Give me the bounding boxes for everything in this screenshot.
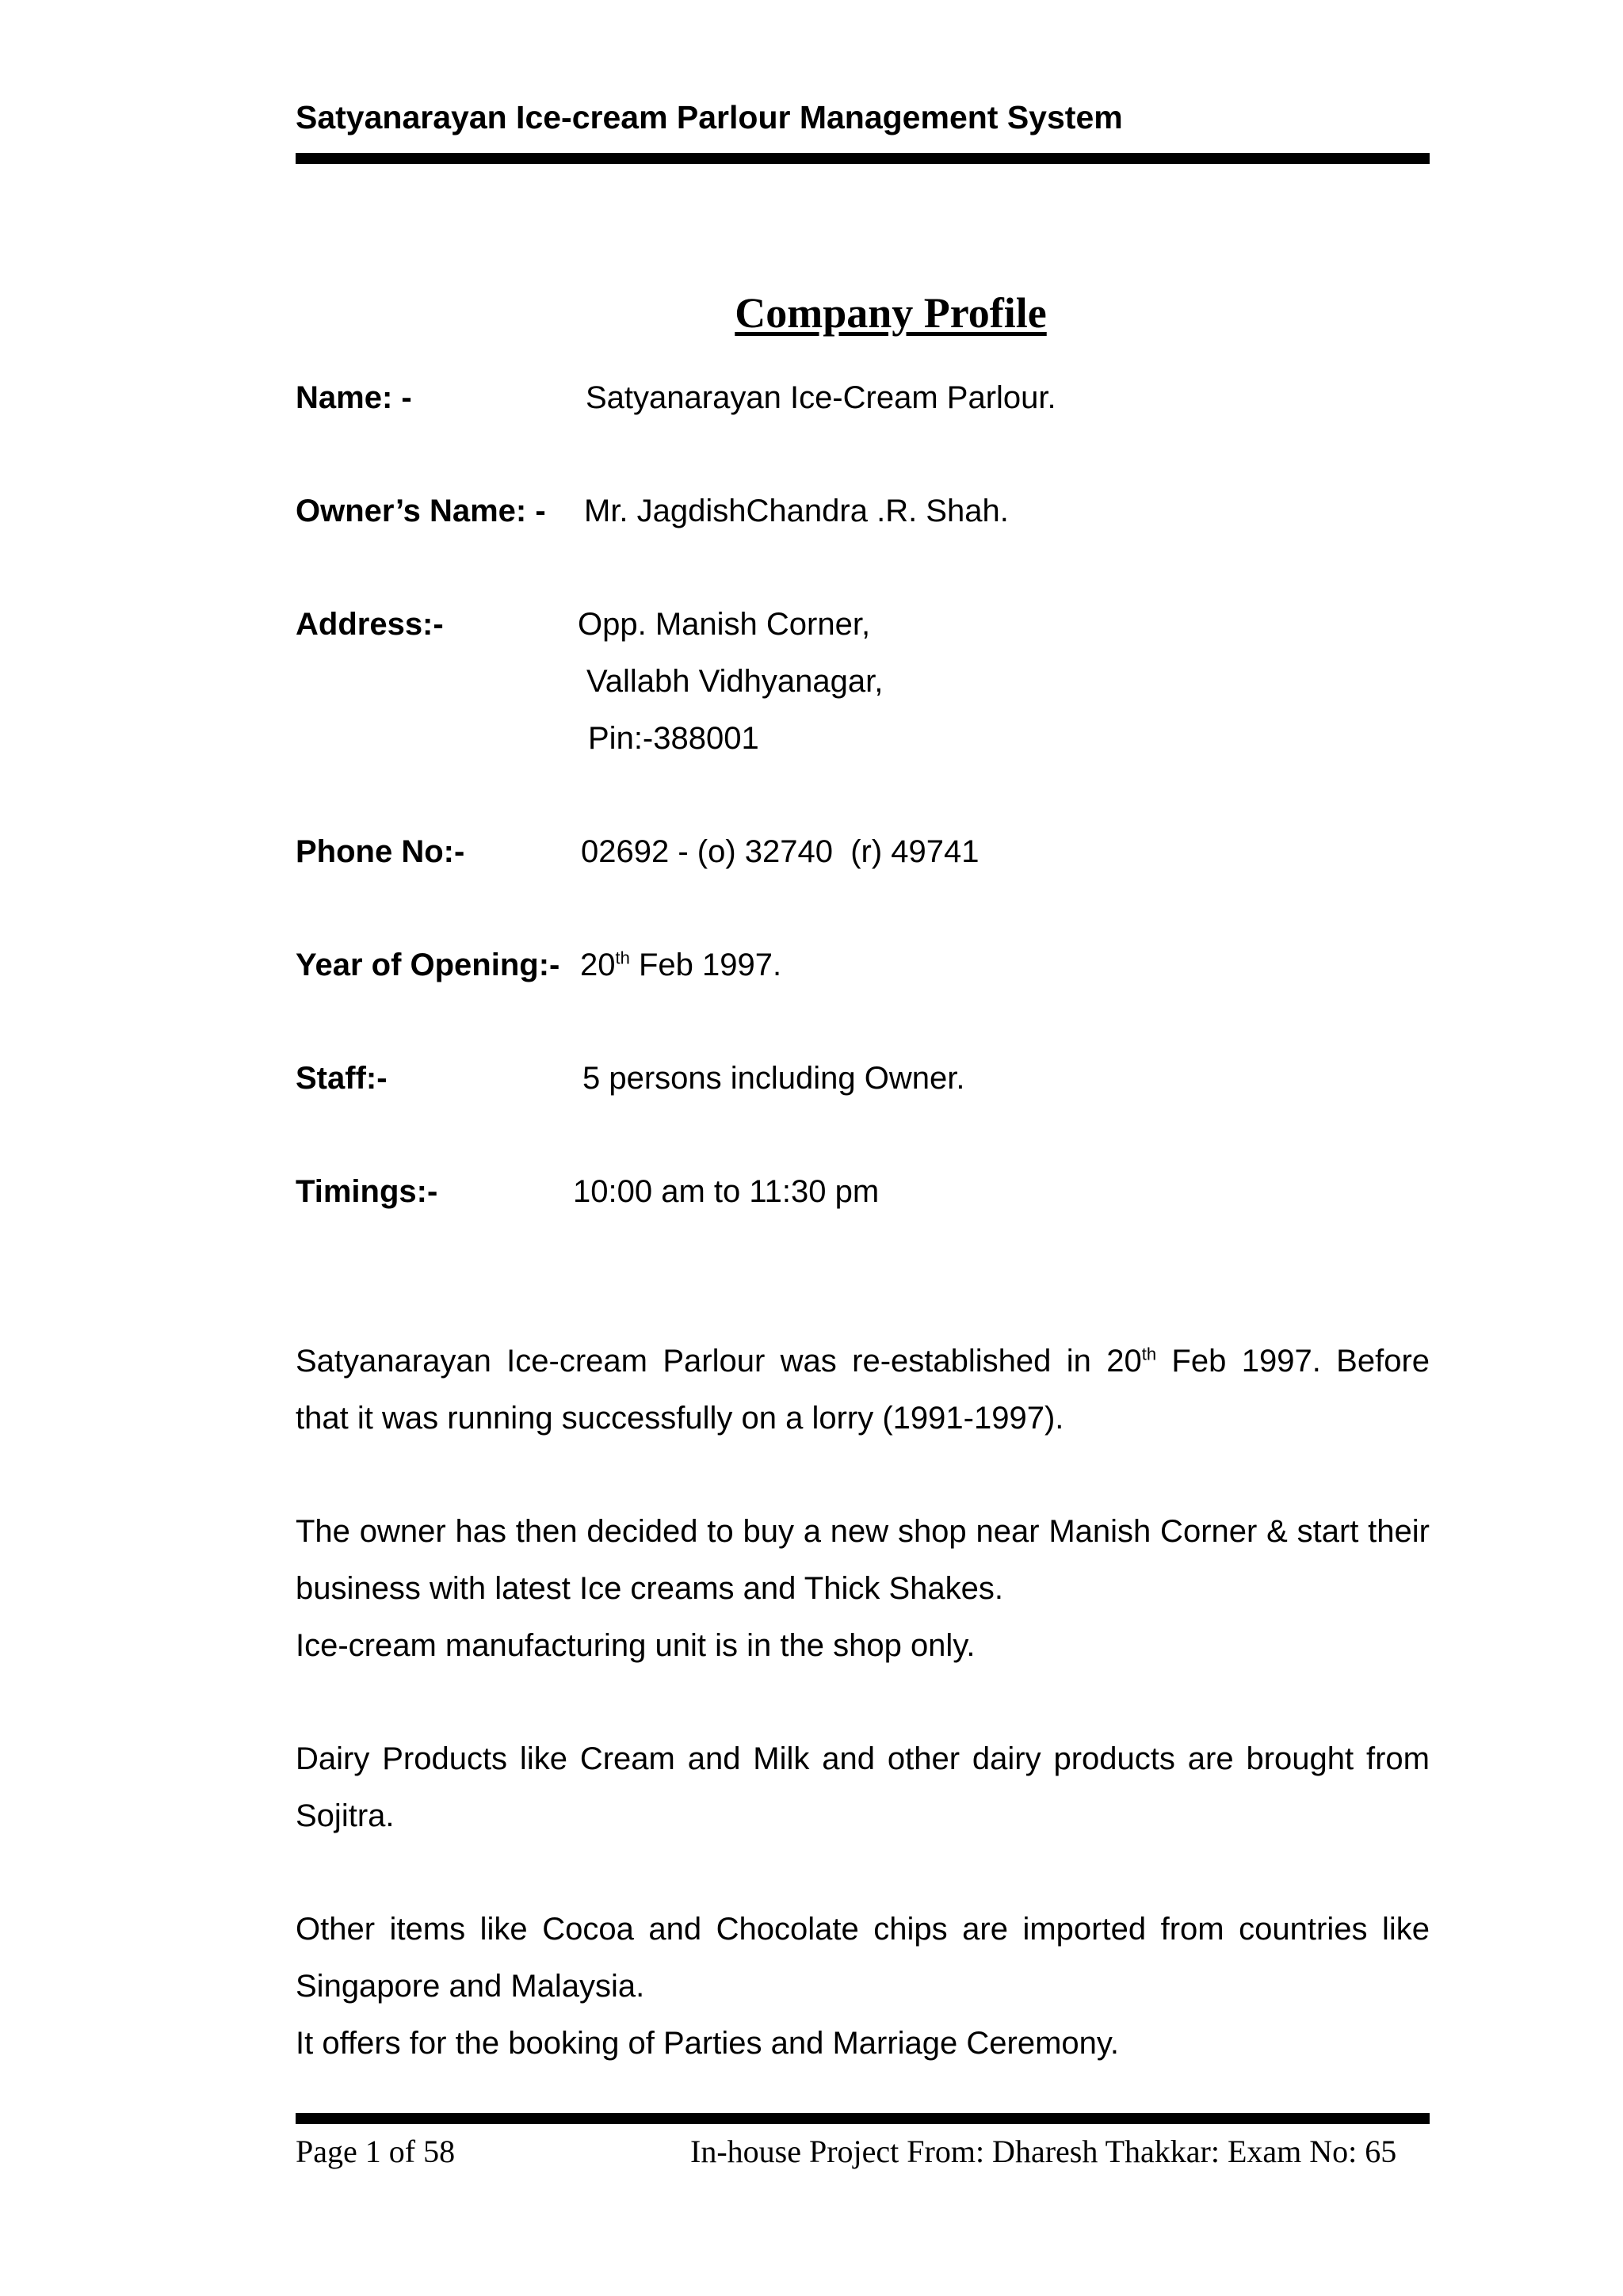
field-owner-value: Mr. JagdishChandra .R. Shah.: [584, 494, 1009, 528]
field-name-value: Satyanarayan Ice-Cream Parlour.: [586, 380, 1056, 415]
paragraph-history: [296, 1333, 1430, 1447]
page-number: Page 1 of 58: [296, 2134, 456, 2169]
field-phone-value: 02692 - (o) 32740 (r) 49741: [581, 834, 980, 869]
header-rule: [296, 153, 1430, 164]
field-timings-value: 10:00 am to 11:30 pm: [573, 1174, 880, 1209]
paragraph-imports: [296, 1901, 1430, 2015]
page-title: Company Profile: [735, 289, 1047, 337]
paragraph-shop-line2: Ice-cream manufacturing unit is in the shop only.: [296, 1628, 976, 1663]
field-address-line3: Pin:-388001: [588, 721, 759, 756]
field-staff-value: 5 persons including Owner.: [582, 1061, 965, 1096]
paragraph-dairy-text: Dairy Products like Cream and Milk and other dairy products are brought from Sojitra.: [296, 1741, 1430, 1833]
opening-day: 20: [580, 948, 616, 982]
field-phone-label: Phone No:-: [296, 834, 465, 869]
field-name-label: Name: -: [296, 380, 412, 415]
footer-project-info: In-house Project From: Dharesh Thakkar: Exam No: 65: [690, 2134, 1397, 2169]
paragraph-history-b: Feb 1997. Before that it was running successfully on a lorry (1991-1997).: [296, 1344, 1430, 1436]
paragraph-history-sup: th: [1141, 1344, 1157, 1364]
field-address-line2: Vallabh Vidhyanagar,: [586, 664, 884, 699]
paragraph-imports-line2: It offers for the booking of Parties and Marriage Ceremony.: [296, 2026, 1120, 2061]
paragraph-shop: [296, 1503, 1430, 1617]
field-opening-value: [580, 943, 781, 987]
paragraph-dairy: [296, 1730, 1430, 1844]
field-timings-label: Timings:-: [296, 1174, 438, 1209]
paragraph-imports-line1: Other items like Cocoa and Chocolate chips are imported from countries like Singapore and Malaysia.: [296, 1912, 1430, 2004]
field-address-line1: Opp. Manish Corner,: [578, 607, 871, 642]
footer-rule: [296, 2113, 1430, 2124]
running-header: Satyanarayan Ice-cream Parlour Management System: [296, 99, 1123, 135]
field-staff-label: Staff:-: [296, 1061, 388, 1096]
field-owner-label: Owner’s Name: -: [296, 494, 546, 528]
opening-day-suffix: th: [615, 948, 630, 968]
opening-rest: Feb 1997.: [638, 948, 782, 982]
paragraph-manufacturing: [296, 1617, 1430, 1674]
field-opening-label: Year of Opening:-: [296, 948, 560, 982]
paragraph-shop-line1: The owner has then decided to buy a new shop near Manish Corner & start their business with latest Ice creams and Thick Shakes.: [296, 1514, 1430, 1606]
paragraph-history-a: Satyanarayan Ice-cream Parlour was re-established in 20: [296, 1344, 1142, 1379]
field-address-label: Address:-: [296, 607, 444, 642]
paragraph-booking: [296, 2015, 1430, 2072]
